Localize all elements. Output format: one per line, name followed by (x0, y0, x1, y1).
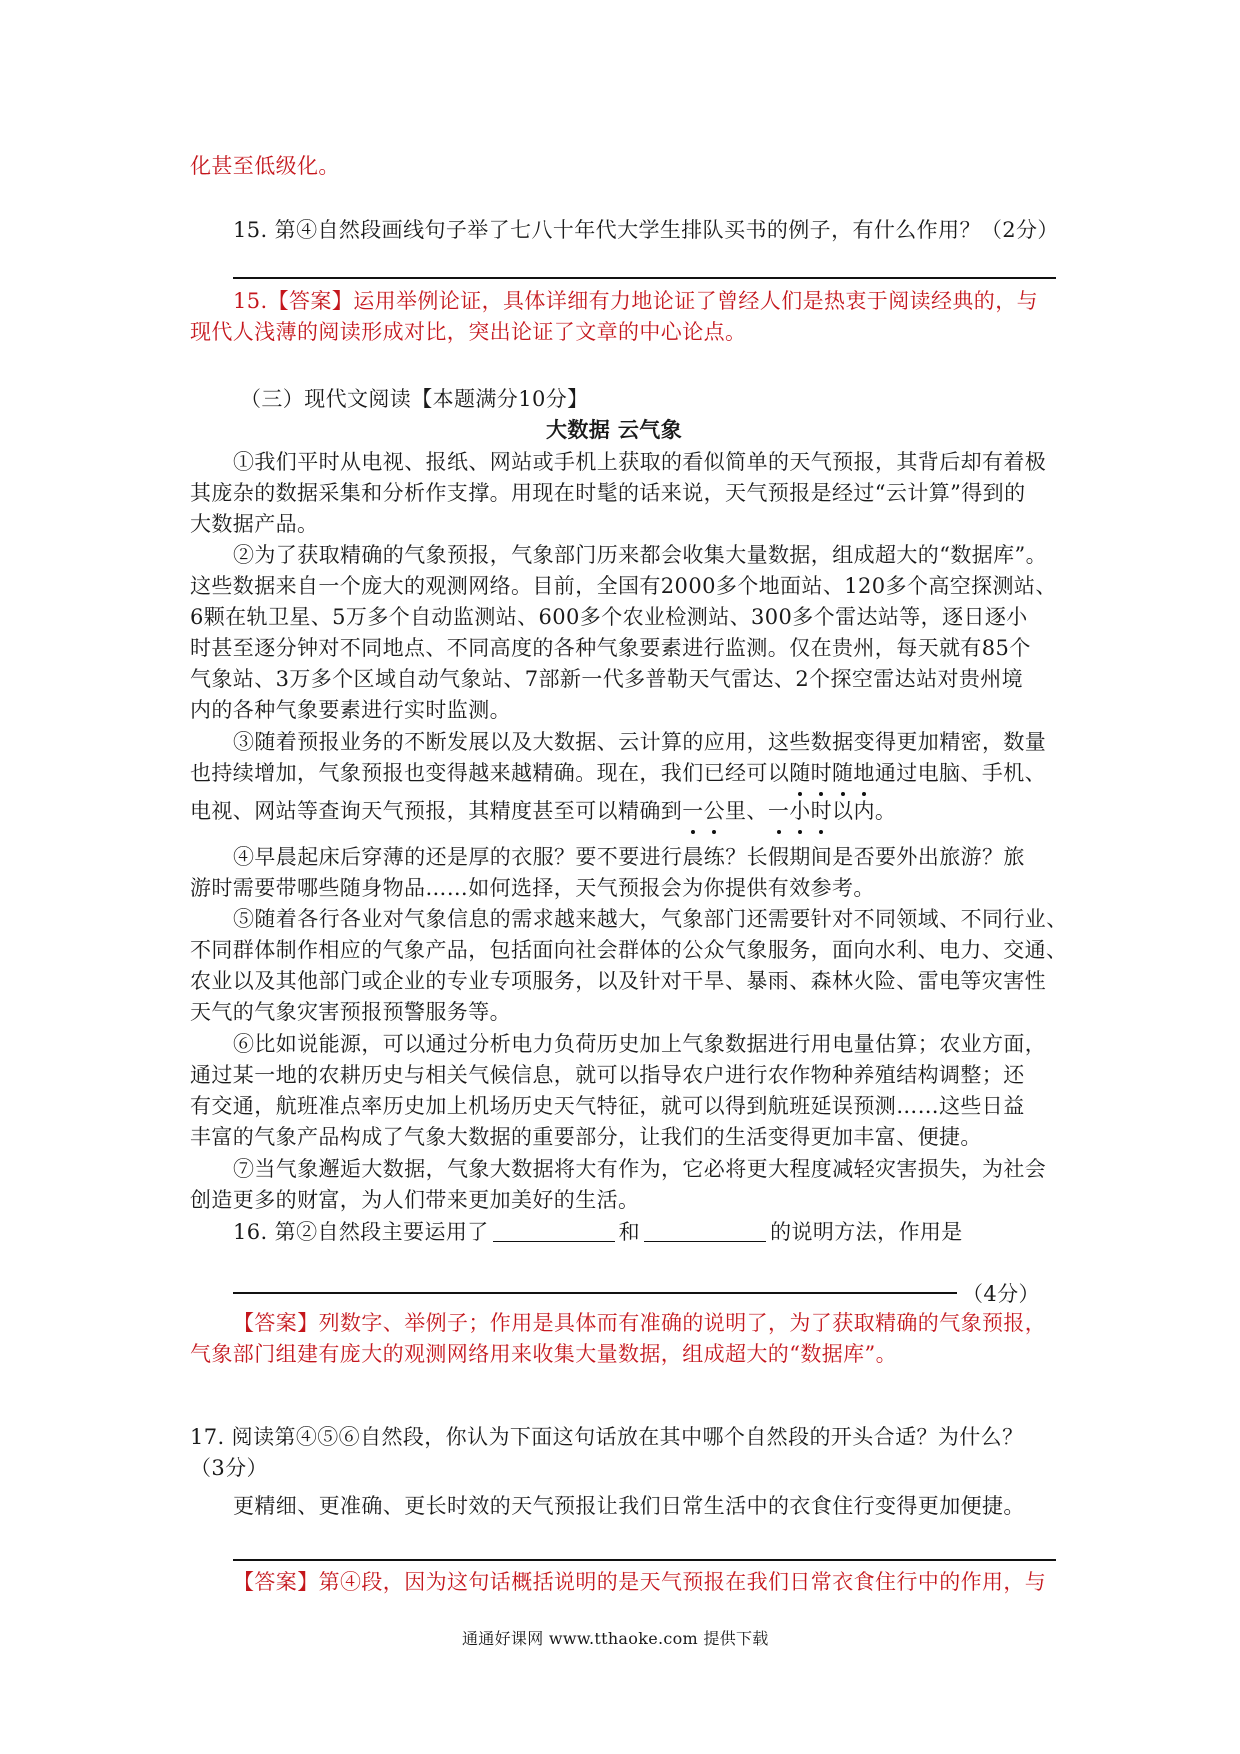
question-17-sentence: 更精细、更准确、更长时效的天气预报让我们日常生活中的衣食住行变得更加便捷。 (233, 1494, 1025, 1518)
question-17-line-2: （3分） (190, 1456, 268, 1480)
answer-rule-16 (233, 1292, 957, 1294)
emphasized-char: 一 (768, 795, 789, 827)
answer-16-line-1: 【答案】列数字、举例子；作用是具体而有准确的说明了，为了获取精确的气象预报， (233, 1311, 1047, 1335)
paragraph-6-line-2: 通过某一地的农耕历史与相关气候信息，就可以指导农户进行农作物种养殖结构调整；还 (190, 1063, 1025, 1087)
paragraph-6-line-3: 有交通，航班准点率历史加上机场历史天气特征，就可以得到航班延误预测……这些日益 (190, 1094, 1025, 1118)
answer-rule-15 (233, 277, 1056, 279)
emphasized-phrase (789, 761, 875, 785)
paragraph-4-line-2: 游时需要带哪些随身物品……如何选择，天气预报会为你提供有效参考。 (190, 876, 875, 900)
question-16-score: （4分） (962, 1282, 1040, 1306)
article-title: 大数据 云气象 (546, 417, 683, 442)
section-heading: （三）现代文阅读【本题满分10分】 (240, 387, 589, 411)
answer-15-line-1: 15.【答案】运用举例论证，具体详细有力地论证了曾经人们是热衷于阅读经典的，与 (233, 289, 1038, 313)
question-17-line-1: 17. 阅读第④⑤⑥自然段，你认为下面这句话放在其中哪个自然段的开头合适？为什么？ (190, 1425, 1024, 1449)
emphasized-char: 公 (704, 795, 725, 827)
paragraph-2-line-4: 时甚至逐分钟对不同地点、不同高度的各种气象要素进行监测。仅在贵州，每天就有85个 (190, 636, 1031, 660)
answer-rule-17 (233, 1559, 1056, 1561)
paragraph-2-line-3: 6颗在轨卫星、5万多个自动监测站、600多个农业检测站、300多个雷达站等，逐日逐小 (190, 605, 1028, 629)
emphasized-char: 随 (789, 757, 810, 789)
paragraph-5-line-1: ⑤随着各行各业对气象信息的需求越来越大，气象部门还需要针对不同领域、不同行业、 (233, 907, 1068, 931)
paragraph-3-line-3 (190, 795, 896, 827)
paragraph-3-line-3-text-a: 电视、网站等查询天气预报，其精度甚至可以精确到 (190, 799, 683, 823)
fill-blank-2[interactable] (644, 1221, 766, 1242)
paragraph-7-line-2: 创造更多的财富，为人们带来更加美好的生活。 (190, 1188, 640, 1212)
paragraph-3-line-2-text-c: 通过电脑、手机、 (874, 761, 1047, 785)
paragraph-2-line-5: 气象站、3万多个区域自动气象站、7部新一代多普勒天气雷达、2个探空雷达站对贵州境 (190, 667, 1024, 691)
emphasized-text (789, 761, 875, 785)
paragraph-3-line-2-text-a: 也持续增加，气象预报也变得越来越精确。现在，我们已经可以 (190, 761, 790, 785)
paragraph-1-line-3: 大数据产品。 (190, 512, 319, 536)
question-16-prefix: 16. 第②自然段主要运用了 (233, 1220, 489, 1244)
paragraph-5-line-4: 天气的气象灾害预报预警服务等。 (190, 1000, 511, 1024)
fill-blank-1[interactable] (493, 1221, 615, 1242)
emphasized-char: 随 (832, 757, 853, 789)
previous-answer-fragment: 化甚至低级化。 (190, 154, 340, 178)
paragraph-7-line-1: ⑦当气象邂逅大数据，气象大数据将大有作为，它必将更大程度减轻灾害损失，为社会 (233, 1157, 1047, 1181)
page-footer: 通通好课网 www.tthaoke.com 提供下载 (462, 1629, 769, 1648)
emphasized-char: 时 (811, 757, 832, 789)
paragraph-4-line-1: ④早晨起床后穿薄的还是厚的衣服？要不要进行晨练？长假期间是否要外出旅游？旅 (233, 845, 1025, 869)
emphasized-char: 地 (853, 757, 874, 789)
paragraph-3-line-3-text-d: 里、 (725, 799, 768, 823)
paragraph-5-line-3: 农业以及其他部门或企业的专业专项服务，以及针对干旱、暴雨、森林火险、雷电等灾害性 (190, 969, 1046, 993)
paragraph-2-line-1: ②为了获取精确的气象预报，气象部门历来都会收集大量数据，组成超大的“数据库”。 (233, 543, 1048, 567)
question-16-suffix: 的说明方法，作用是 (770, 1220, 963, 1244)
answer-16-line-2: 气象部门组建有庞大的观测网络用来收集大量数据，组成超大的“数据库”。 (190, 1342, 898, 1366)
paragraph-6-line-4: 丰富的气象产品构成了气象大数据的重要部分，让我们的生活变得更加丰富、便捷。 (190, 1125, 982, 1149)
paragraph-6-line-1: ⑥比如说能源，可以通过分析电力负荷历史加上气象数据进行用电量估算；农业方面， (233, 1032, 1047, 1056)
paragraph-3-line-2 (190, 757, 1046, 789)
paragraph-1-line-2: 其庞杂的数据采集和分析作支撑。用现在时髦的话来说，天气预报是经过“云计算”得到的 (190, 481, 1026, 505)
paragraph-5-line-2: 不同群体制作相应的气象产品，包括面向社会群体的公众气象服务，面向水利、电力、交通、 (190, 938, 1068, 962)
emphasized-char: 小 (789, 795, 810, 827)
question-16 (233, 1216, 963, 1248)
paragraph-2-line-2: 这些数据来自一个庞大的观测网络。目前，全国有2000多个地面站、120多个高空探测站、 (190, 574, 1057, 598)
paragraph-3-line-1: ③随着预报业务的不断发展以及大数据、云计算的应用，这些数据变得更加精密，数量 (233, 730, 1047, 754)
emphasized-char: 一 (682, 795, 703, 827)
paragraph-2-line-6: 内的各种气象要素进行实时监测。 (190, 698, 511, 722)
answer-15-line-2: 现代人浅薄的阅读形成对比，突出论证了文章的中心论点。 (190, 320, 747, 344)
paragraph-3-line-3-text-h: 以内。 (832, 799, 897, 823)
paragraph-1-line-1: ①我们平时从电视、报纸、网站或手机上获取的看似简单的天气预报，其背后却有着极 (233, 450, 1047, 474)
question-15: 15. 第④自然段画线句子举了七八十年代大学生排队买书的例子，有什么作用？（2分） (233, 218, 1059, 242)
emphasized-char: 时 (811, 795, 832, 827)
answer-17-line-1: 【答案】第④段，因为这句话概括说明的是天气预报在我们日常衣食住行中的作用，与 (233, 1570, 1047, 1594)
question-16-mid: 和 (618, 1220, 641, 1244)
